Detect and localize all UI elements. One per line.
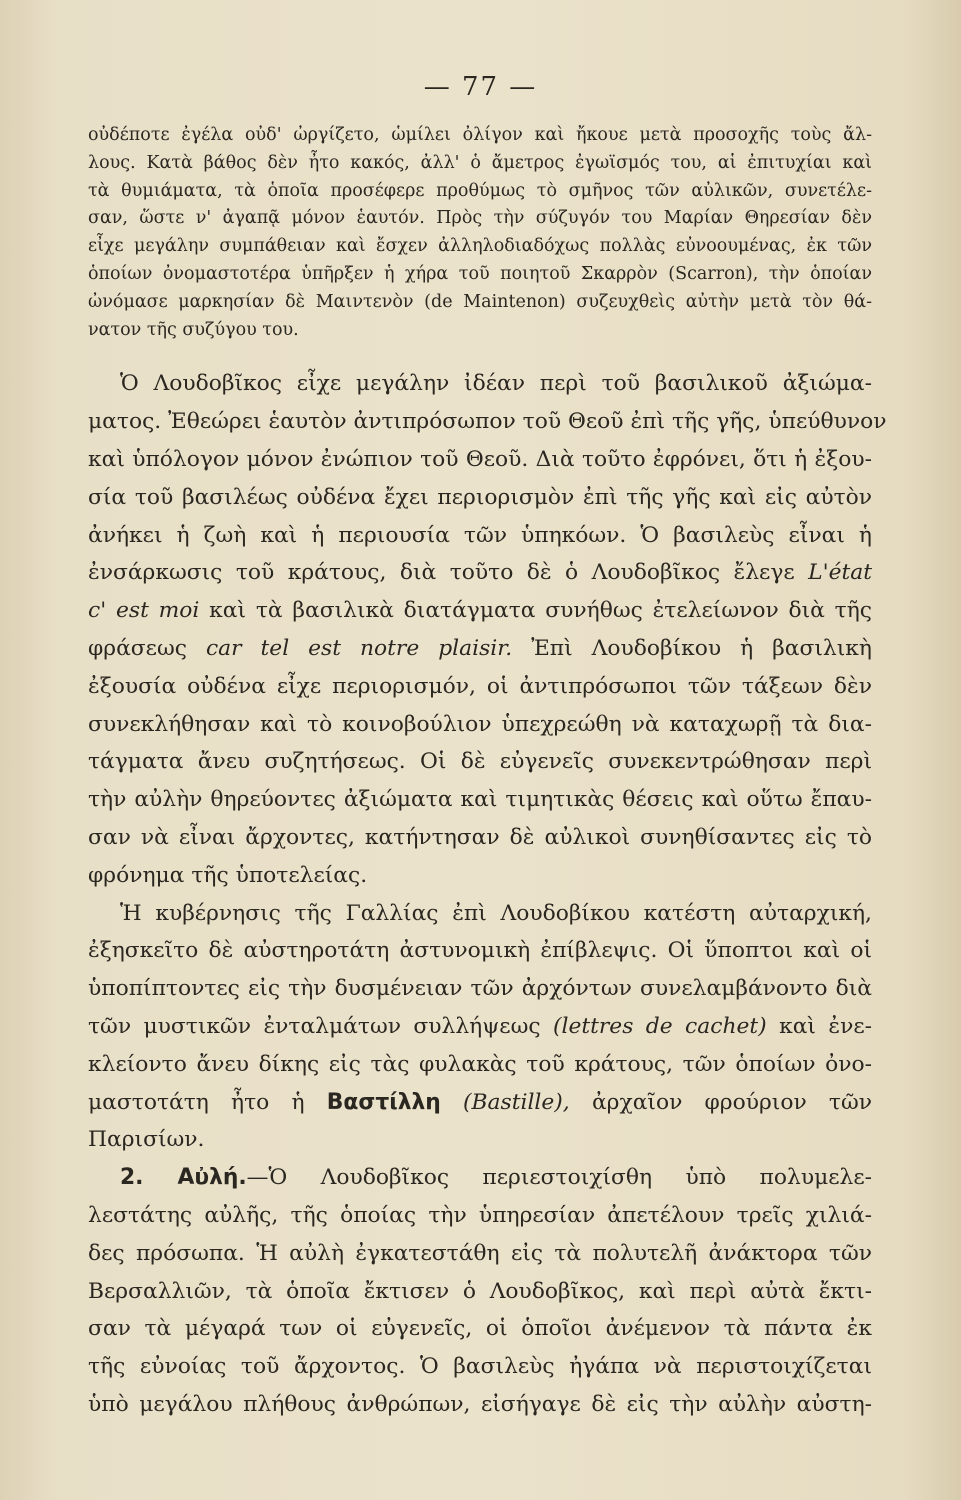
italic-phrase: c' est moi: [88, 598, 200, 624]
text-line: τῆς εὐνοίας τοῦ ἄρχοντος. Ὁ βασιλεὺς ἠγάπα νὰ περιστοιχίζεται: [88, 1354, 872, 1380]
text-line: εἶχε μεγάλην συμπάθειαν καὶ ἔσχεν ἀλληλοδιαδόχως πολλὰς εὐνοουμένας, ἐκ τῶν: [88, 236, 872, 257]
bold-term: Βαστίλλη: [326, 1089, 441, 1115]
text-line: τάγματα ἄνευ συζητήσεως. Οἱ δὲ εὐγενεῖς συνεκεντρώθησαν περὶ: [88, 749, 872, 775]
text-line: ὁποίων ὀνομαστοτέρα ὑπῆρξεν ἡ χήρα τοῦ ποιητοῦ Σκαρρὸν (Scarron), τὴν ὁποίαν: [88, 263, 872, 284]
text-run: —Ὁ Λουδοβῖκος περιεστοιχίσθη ὑπὸ πολυμελε-: [246, 1165, 872, 1191]
text-line: σαν, ὥστε ν' ἀγαπᾷ μόνον ἑαυτόν. Πρὸς τὴν σύζυγόν του Μαρίαν Θηρεσίαν δὲν: [88, 208, 872, 229]
text-line: ἀνήκει ἡ ζωὴ καὶ ἡ περιουσία τῶν ὑπηκόων. Ὁ βασιλεὺς εἶναι ἡ: [88, 522, 872, 548]
text-line: κλείοντο ἄνευ δίκης εἰς τὰς φυλακὰς τοῦ κράτους, τῶν ὁποίων ὀνο-: [88, 1051, 872, 1077]
text-line: ὠνόμασε μαρκησίαν δὲ Μαιντενὸν (de Maintenon) συζευχθεὶς αὐτὴν μετὰ τὸν θά-: [88, 291, 872, 312]
text-line: λεστάτης αὐλῆς, τῆς ὁποίας τὴν ὑπηρεσίαν ἀπετέλουν τρεῖς χιλιά-: [88, 1202, 872, 1228]
text-line: ματος. Ἐθεώρει ἑαυτὸν ἀντιπρόσωπον τοῦ Θεοῦ ἐπὶ τῆς γῆς, ὑπεύθυνον: [88, 409, 887, 435]
paragraph-1: [88, 122, 872, 344]
text-line: ὑποπίπτοντες εἰς τὴν δυσμένειαν τῶν ἀρχόντων συνελαμβάνοντο διὰ: [88, 976, 872, 1002]
text-line: σία τοῦ βασιλέως οὐδένα ἔχει περιορισμὸν ἐπὶ τῆς γῆς καὶ εἰς αὐτὸν: [88, 484, 872, 510]
text-line: [88, 630, 872, 668]
text-run: Ἐπὶ Λουδοβίκου ἡ βασιλικὴ: [512, 635, 872, 661]
text-run: τῶν μυστικῶν ἐνταλμάτων συλλήψεως: [88, 1013, 553, 1039]
text-run: ἐνσάρκωσις τοῦ κράτους, διὰ τοῦτο δὲ ὁ Λουδοβῖκος ἔλεγε: [88, 560, 809, 586]
text-line: νατον τῆς συζύγου του.: [88, 319, 299, 340]
text-run: καὶ τὰ βασιλικὰ διατάγματα συνήθως ἐτελείωνον διὰ τῆς: [199, 598, 872, 624]
text-line: σαν τὰ μέγαρά των οἱ εὐγενεῖς, οἱ ὁποῖοι ἀνέμενον τὰ πάντα ἐκ: [88, 1316, 872, 1342]
text-line: [88, 1084, 872, 1122]
text-line: καὶ ὑπόλογον μόνον ἐνώπιον τοῦ Θεοῦ. Διὰ τοῦτο ἐφρόνει, ὅτι ἡ ἐξου-: [88, 446, 872, 472]
text-line: [88, 1008, 872, 1046]
text-line: [88, 592, 872, 630]
text-line: συνεκλήθησαν καὶ τὸ κοινοβούλιον ὑπεχρεώθη νὰ καταχωρῇ τὰ δια-: [88, 711, 872, 737]
text-line: λους. Κατὰ βάθος δὲν ἦτο κακός, ἀλλ' ὁ ἄμετρος ἐγωϊσμός του, αἱ ἐπιτυχίαι καὶ: [88, 152, 872, 173]
paragraph-3: [88, 895, 872, 1160]
text-run: φράσεως: [88, 635, 206, 661]
text-line: σαν νὰ εἶναι ἄρχοντες, κατήντησαν δὲ αὐλικοὶ συνηθίσαντες εἰς τὸ: [88, 824, 872, 850]
text-run: μαστοτάτη ἦτο ἡ: [88, 1089, 327, 1115]
text-line: Βερσαλλιῶν, τὰ ὁποῖα ἔκτισεν ὁ Λουδοβῖκος, καὶ περὶ αὐτὰ ἔκτι-: [88, 1278, 872, 1304]
paragraph-4: [88, 1159, 872, 1424]
page-number: — 77 —: [423, 72, 538, 102]
text-line: οὐδέποτε ἐγέλα οὐδ' ὠργίζετο, ὡμίλει ὀλίγον καὶ ἤκουε μετὰ προσοχῆς τοὺς ἄλ-: [88, 125, 872, 145]
text-run: ἀρχαῖον φρούριον τῶν: [569, 1089, 872, 1115]
italic-phrase: car tel est notre plaisir.: [205, 635, 513, 661]
italic-phrase: (lettres de cachet): [552, 1013, 767, 1039]
text-line: τὰ θυμιάματα, τὰ ὁποῖα προσέφερε προθύμως τὸ σμῆνος τῶν αὐλικῶν, συνετέλε-: [88, 180, 872, 201]
text-line: Παρισίων.: [88, 1127, 205, 1153]
text-line: [88, 1159, 872, 1197]
text-line: ἐξησκεῖτο δὲ αὐστηροτάτη ἀστυνομικὴ ἐπίβλεψις. Οἱ ὕποπτοι καὶ οἱ: [88, 938, 872, 964]
text-line: δες πρόσωπα. Ἡ αὐλὴ ἐγκατεστάθη εἰς τὰ πολυτελῆ ἀνάκτορα τῶν: [88, 1240, 872, 1266]
italic-phrase: L'état: [808, 560, 872, 586]
text-line: φρόνημα τῆς ὑποτελείας.: [88, 862, 368, 888]
text-line: ἐξουσία οὐδένα εἶχε περιορισμόν, οἱ ἀντιπρόσωποι τῶν τάξεων δὲν: [88, 673, 872, 699]
paragraph-2: [88, 365, 887, 894]
text-line: τὴν αὐλὴν θηρεύοντες ἀξιώματα καὶ τιμητικὰς θέσεις καὶ οὕτω ἔπαυ-: [88, 787, 872, 813]
section-heading: 2. Αὐλή.: [120, 1165, 247, 1191]
text-line: Ὁ Λουδοβῖκος εἶχε μεγάλην ἰδέαν περὶ τοῦ βασιλικοῦ ἀξιώμα-: [120, 371, 872, 397]
text-run: καὶ ἐνε-: [766, 1013, 872, 1039]
text-block: [88, 122, 887, 1424]
text-line: ὑπὸ μεγάλου πλήθους ἀνθρώπων, εἰσήγαγε δὲ εἰς τὴν αὐλὴν αὐστη-: [88, 1391, 872, 1417]
text-line: Ἡ κυβέρνησις τῆς Γαλλίας ἐπὶ Λουδοβίκου κατέστη αὐταρχική,: [120, 900, 872, 926]
italic-phrase: (Bastille),: [440, 1089, 570, 1115]
text-line: [88, 554, 872, 592]
